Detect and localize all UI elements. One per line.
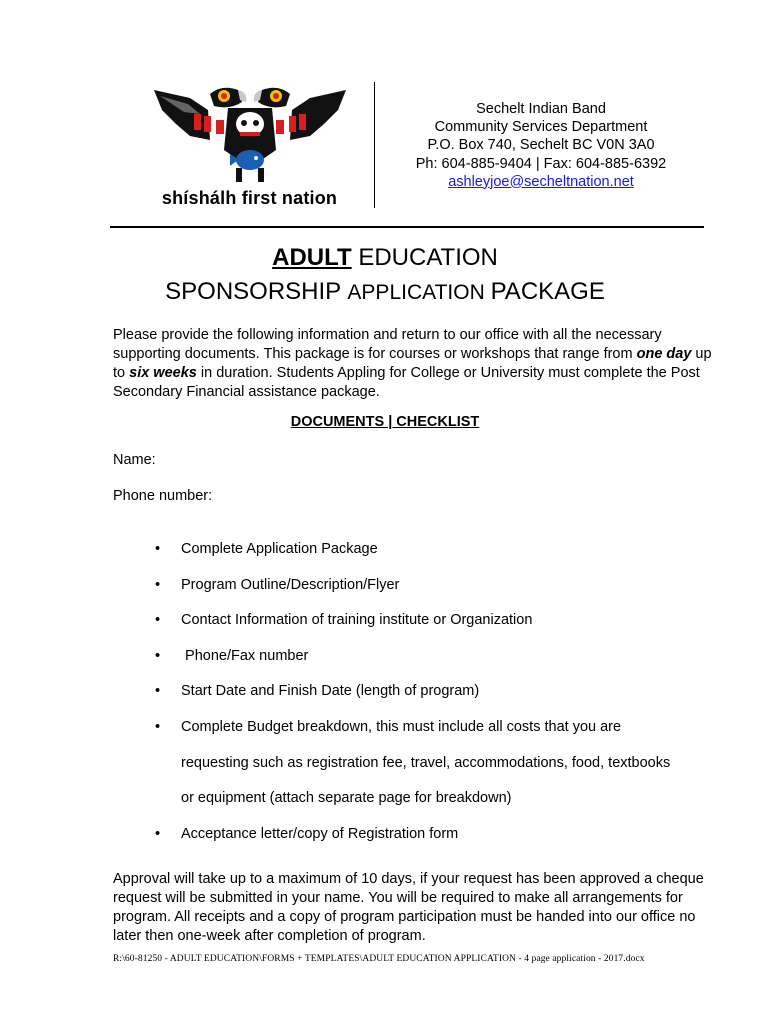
logo-text: shíshálh first nation bbox=[161, 188, 338, 208]
list-item bbox=[155, 541, 715, 558]
subtitle-part2: APPLICATION bbox=[347, 281, 491, 304]
page-subtitle bbox=[0, 278, 770, 306]
list-item bbox=[155, 683, 715, 700]
list-item bbox=[155, 612, 715, 629]
page-title bbox=[0, 244, 770, 272]
logo bbox=[142, 80, 357, 215]
name-field-label: Name: bbox=[113, 452, 156, 468]
intro-text-1: Please provide the following information and return to our office with all the necessary supporting documents. This package is for courses or workshops that range from bbox=[113, 327, 662, 362]
list-item-text: Program Outline/Description/Flyer bbox=[181, 576, 400, 593]
postal-address: P.O. Box 740, Sechelt BC V0N 3A0 bbox=[427, 137, 655, 154]
list-item-text: Phone/Fax number bbox=[181, 647, 309, 664]
list-item-text: Complete Application Package bbox=[181, 541, 378, 557]
header-divider bbox=[374, 82, 375, 208]
bullet-icon: • bbox=[155, 541, 161, 557]
approval-paragraph: Approval will take up to a maximum of 10 days, if your request has been approved a cheque request will be submitted in your name. You will be required to make all arrangements for program. All receipts and a copy of program participation must be handed into our office no later then one-week after completion of program. bbox=[113, 871, 704, 944]
list-item-text: Acceptance letter/copy of Registration form bbox=[181, 825, 459, 842]
bullet-icon: • bbox=[155, 825, 161, 842]
list-item-text: requesting such as registration fee, travel, accommodations, food, textbooks bbox=[181, 754, 671, 771]
bullet-icon: • bbox=[155, 612, 161, 629]
checklist-heading: DOCUMENTS | CHECKLIST bbox=[290, 414, 480, 430]
list-item-text: Complete Budget breakdown, this must include all costs that you are bbox=[181, 718, 622, 735]
thunderbird-emblem-icon bbox=[150, 80, 350, 190]
address-block bbox=[396, 100, 686, 191]
subtitle-part3: PACKAGE bbox=[490, 278, 605, 305]
intro-text-2: up to bbox=[113, 346, 712, 381]
bullet-icon: • bbox=[155, 576, 161, 593]
intro-text-3: in duration. Students Appling for College or University must complete the Post Secondary Financial assistance package. bbox=[113, 365, 700, 400]
org-name: Sechelt Indian Band bbox=[476, 101, 606, 117]
bullet-icon: • bbox=[155, 683, 161, 700]
title-bold: ADULT bbox=[272, 244, 352, 271]
list-item bbox=[155, 719, 715, 807]
intro-emph-1: one day bbox=[636, 346, 692, 362]
list-item-text: Start Date and Finish Date (length of program) bbox=[181, 683, 480, 700]
list-item bbox=[155, 648, 715, 665]
email-link[interactable]: ashleyjoe@secheltnation.net bbox=[448, 173, 634, 190]
file-path-footer: R:\60-81250 - ADULT EDUCATION\FORMS + TEMPLATES\ADULT EDUCATION APPLICATION - 4 page application - 2017.docx bbox=[113, 954, 645, 964]
department: Community Services Department bbox=[434, 119, 648, 136]
phone-field-label: Phone number: bbox=[113, 488, 213, 504]
list-item-text: or equipment (attach separate page for breakdown) bbox=[181, 790, 512, 807]
bullet-icon: • bbox=[155, 647, 161, 664]
intro-emph-2: six weeks bbox=[129, 365, 197, 381]
list-item-text: Contact Information of training institute or Organization bbox=[181, 612, 533, 629]
phone-fax: Ph: 604-885-9404 | Fax: 604-885-6392 bbox=[415, 155, 667, 172]
list-item bbox=[155, 577, 715, 594]
list-item bbox=[155, 826, 715, 843]
checklist-items bbox=[155, 541, 715, 861]
title-rest: EDUCATION bbox=[351, 244, 498, 271]
intro-paragraph bbox=[113, 326, 713, 402]
header-rule bbox=[110, 226, 704, 228]
subtitle-part1: SPONSORSHIP bbox=[165, 278, 348, 305]
bullet-icon: • bbox=[155, 718, 161, 735]
